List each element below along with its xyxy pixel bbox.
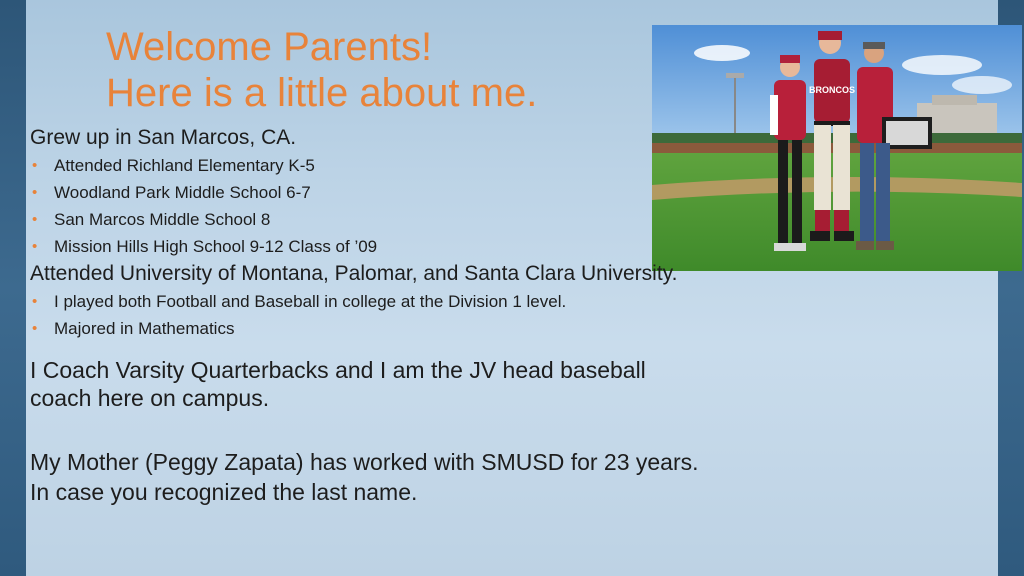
hometown-heading: Grew up in San Marcos, CA. [30,126,297,149]
university-heading: Attended University of Montana, Palomar, and Santa Clara University. [30,262,678,285]
coach-line-2: coach here on campus. [30,385,270,411]
title-line-2: Here is a little about me. [106,71,538,115]
recognize-line: In case you recognized the last name. [30,479,418,505]
list-item: • Majored in Mathematics [30,315,970,342]
mother-line: My Mother (Peggy Zapata) has worked with SMUSD for 23 years. [30,449,699,475]
bullet-icon: • [32,320,38,337]
bullet-icon: • [32,184,38,201]
list-item: • Mission Hills High School 9-12 Class of ’09 [30,233,970,260]
left-accent-band [0,0,26,576]
slide-body [30,124,970,506]
bullet-icon: • [32,157,38,174]
list-item: • I played both Football and Baseball in college at the Division 1 level. [30,288,970,315]
college-list [30,288,970,342]
title-line-1: Welcome Parents! [106,25,433,69]
slide-title [106,24,537,116]
bullet-icon: • [32,293,38,310]
bullet-icon: • [32,238,38,255]
jersey-text: BRONCOS [808,85,856,95]
list-item: • Attended Richland Elementary K-5 [30,152,970,179]
list-item: • San Marcos Middle School 8 [30,206,970,233]
list-item: • Woodland Park Middle School 6-7 [30,179,970,206]
coach-line-1: I Coach Varsity Quarterbacks and I am the JV head baseball [30,357,646,383]
bullet-icon: • [32,211,38,228]
school-list [30,152,970,260]
